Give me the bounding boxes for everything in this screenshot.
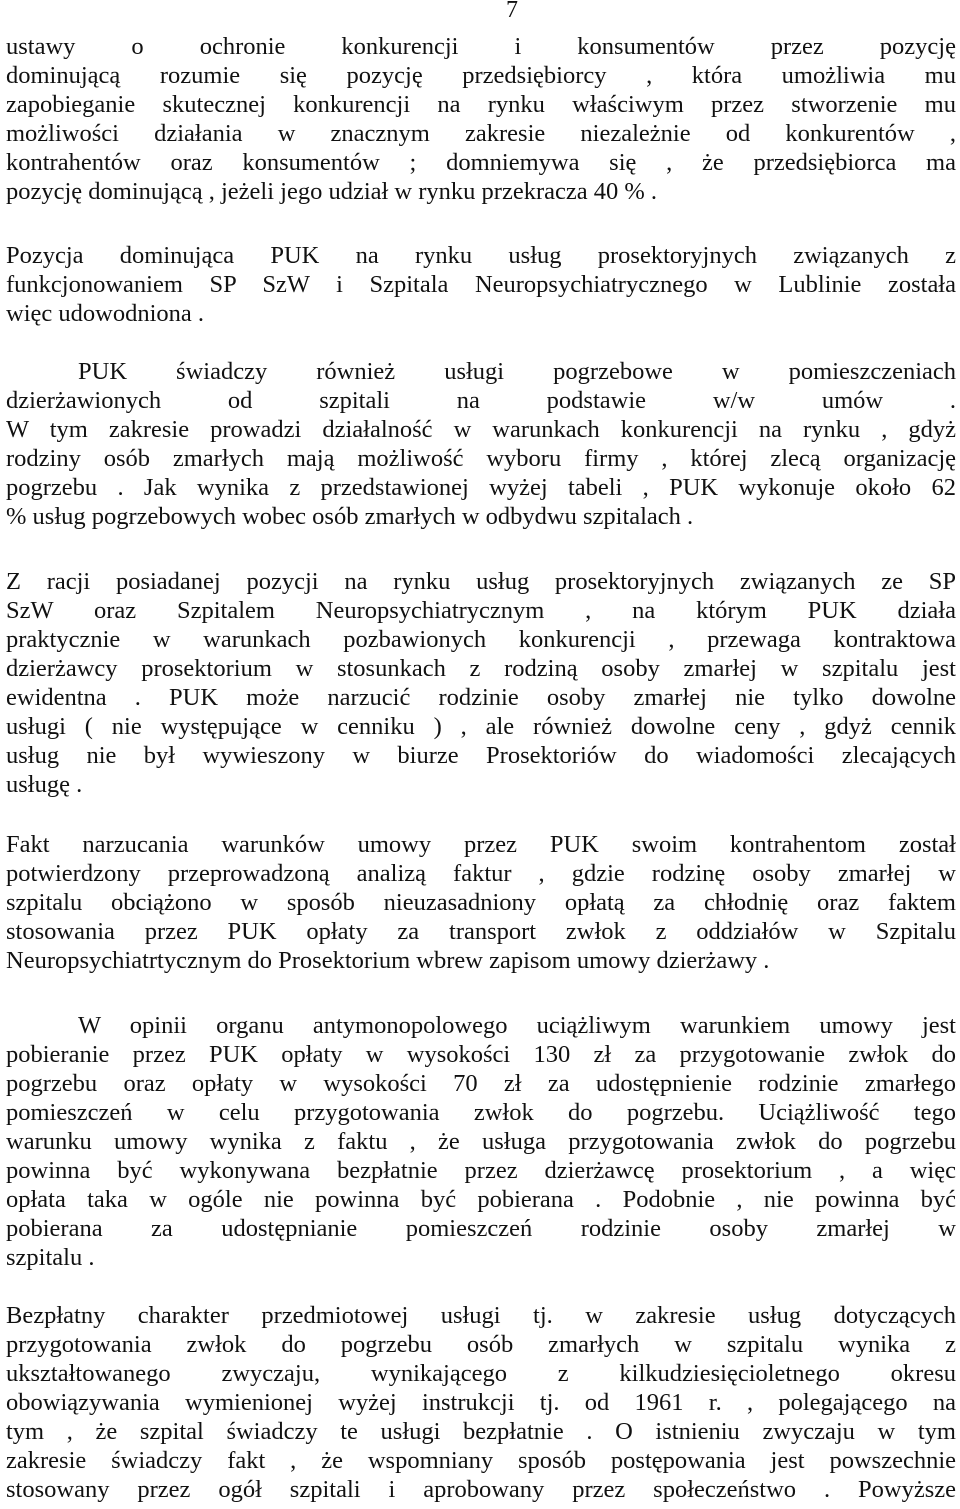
text-line: warunku umowy wynika z faktu , że usługa przygotowania zwłok do pogrzebu: [6, 1128, 956, 1155]
text-line: opłata taka w ogóle nie powinna być pobierana . Podobnie , nie powinna być: [6, 1186, 956, 1213]
page-number: 7: [506, 0, 518, 23]
text-line: praktycznie w warunkach pozbawionych konkurencji , przewaga kontraktowa: [6, 626, 956, 653]
text-line: W tym zakresie prowadzi działalność w warunkach konkurencji na rynku , gdyż: [6, 416, 956, 443]
paragraph: [6, 1011, 956, 1272]
text-line: dominującą rozumie się pozycję przedsiębiorcy , która umożliwia mu: [6, 62, 956, 89]
paragraph: [6, 357, 956, 531]
text-line: więc udowodniona .: [6, 300, 204, 327]
text-line: szpitalu .: [6, 1244, 95, 1271]
text-line: ukształtowanego zwyczaju, wynikającego z kilkudziesięcioletnego okresu: [6, 1360, 956, 1387]
text-line: pobierana za udostępnianie pomieszczeń rodzinie osoby zmarłej w: [6, 1215, 956, 1242]
text-line: potwierdzony przeprowadzoną analizą faktur , gdzie rodzinę osoby zmarłej w: [6, 860, 956, 887]
text-line: pogrzebu . Jak wynika z przedstawionej wyżej tabeli , PUK wykonuje około 62: [6, 474, 956, 501]
paragraph: [6, 1301, 956, 1504]
text-line: dzierżawionych od szpitali na podstawie w/w umów .: [6, 387, 956, 414]
text-line: PUK świadczy również usługi pogrzebowe w pomieszczeniach: [78, 358, 956, 385]
text-line: Neuropsychiatrtycznym do Prosektorium wbrew zapisom umowy dzierżawy .: [6, 947, 770, 974]
text-line: usługi ( nie występujące w cenniku ) , ale również dowolne ceny , gdyż cennik: [6, 713, 956, 740]
text-line: stosowania przez PUK opłaty za transport zwłok z oddziałów w Szpitalu: [6, 918, 956, 945]
text-line: kontrahentów oraz konsumentów ; domniemywa się , że przedsiębiorca ma: [6, 149, 956, 176]
text-line: obowiązywania wymienionej wyżej instrukcji tj. od 1961 r. , polegającego na: [6, 1389, 956, 1416]
text-line: pobieranie przez PUK opłaty w wysokości 130 zł za przygotowanie zwłok do: [6, 1041, 956, 1068]
paragraph: [6, 32, 956, 206]
text-line: możliwości działania w znacznym zakresie niezależnie od konkurentów ,: [6, 120, 956, 147]
text-line: pozycję dominującą , jeżeli jego udział w rynku przekracza 40 % .: [6, 178, 658, 205]
text-line: W opinii organu antymonopolowego uciążliwym warunkiem umowy jest: [78, 1012, 956, 1039]
text-line: rodziny osób zmarłych mają możliwość wyboru firmy , której zlecą organizację: [6, 445, 956, 472]
text-line: usługę .: [6, 771, 83, 798]
paragraph: [6, 830, 956, 975]
text-line: Bezpłatny charakter przedmiotowej usługi tj. w zakresie usług dotyczących: [6, 1302, 956, 1329]
text-line: Z racji posiadanej pozycji na rynku usług prosektoryjnych związanych ze SP: [6, 568, 956, 595]
text-line: tym , że szpital świadczy te usługi bezpłatnie . O istnieniu zwyczaju w tym: [6, 1418, 956, 1445]
paragraph: [6, 567, 956, 799]
text-line: dzierżawcy prosektorium w stosunkach z rodziną osoby zmarłej w szpitalu jest: [6, 655, 956, 682]
text-line: ewidentna . PUK może narzucić rodzinie osoby zmarłej nie tylko dowolne: [6, 684, 956, 711]
text-line: usług nie był wywieszony w biurze Prosektoriów do wiadomości zlecających: [6, 742, 956, 769]
text-line: funkcjonowaniem SP SzW i Szpitala Neuropsychiatrycznego w Lublinie została: [6, 271, 956, 298]
text-line: zakresie świadczy fakt , że wspomniany sposób postępowania jest powszechnie: [6, 1447, 956, 1474]
text-line: SzW oraz Szpitalem Neuropsychiatrycznym , na którym PUK działa: [6, 597, 956, 624]
text-line: % usług pogrzebowych wobec osób zmarłych w odbydwu szpitalach .: [6, 503, 694, 530]
text-line: stosowany przez ogół szpitali i aprobowany przez społeczeństwo . Powyższe: [6, 1476, 956, 1503]
paragraph: [6, 241, 956, 328]
text-line: zapobieganie skutecznej konkurencji na rynku właściwym przez stworzenie mu: [6, 91, 956, 118]
text-line: szpitalu obciążono w sposób nieuzasadniony opłatą za chłodnię oraz faktem: [6, 889, 956, 916]
text-line: pomieszczeń w celu przygotowania zwłok do pogrzebu. Uciążliwość tego: [6, 1099, 956, 1126]
text-line: Fakt narzucania warunków umowy przez PUK swoim kontrahentom został: [6, 831, 956, 858]
text-line: powinna być wykonywana bezpłatnie przez dzierżawcę prosektorium , a więc: [6, 1157, 956, 1184]
text-line: przygotowania zwłok do pogrzebu osób zmarłych w szpitalu wynika z: [6, 1331, 956, 1358]
text-line: Pozycja dominująca PUK na rynku usług prosektoryjnych związanych z: [6, 242, 956, 269]
text-line: pogrzebu oraz opłaty w wysokości 70 zł za udostępnienie rodzinie zmarłego: [6, 1070, 956, 1097]
text-line: ustawy o ochronie konkurencji i konsumentów przez pozycję: [6, 33, 956, 60]
